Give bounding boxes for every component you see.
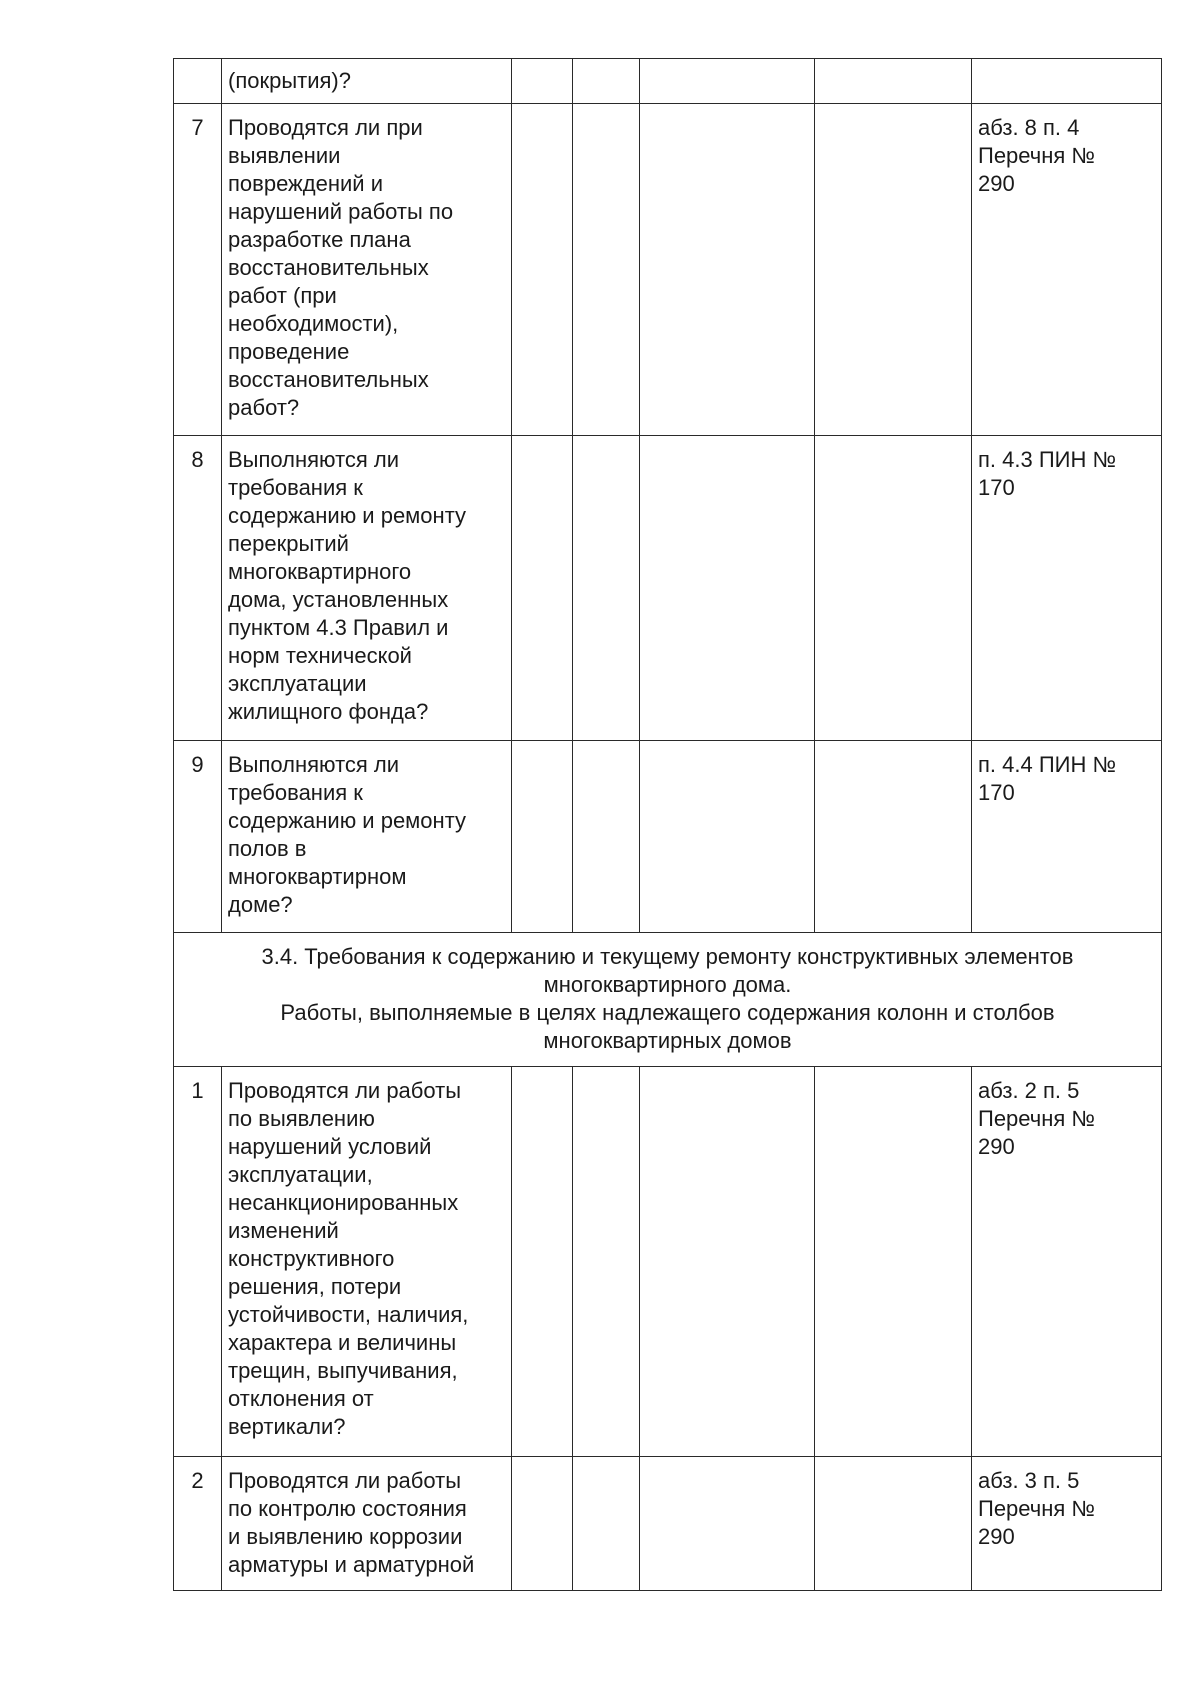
question-cell: Проводятся ли при выявлении повреждений и нарушений работы по разработке плана восстановительных работ (при необходимости), проведение восстановительных работ?	[222, 104, 512, 436]
table-row	[174, 104, 1162, 436]
empty-cell	[640, 1067, 815, 1457]
legal-reference-cell: п. 4.4 ПИН № 170	[972, 741, 1162, 933]
row-number-cell: 2	[174, 1457, 222, 1591]
question-cell: Выполняются ли требования к содержанию и ремонту полов в многоквартирном доме?	[222, 741, 512, 933]
row-number-cell: 8	[174, 436, 222, 741]
empty-cell	[815, 436, 972, 741]
row-number-cell: 1	[174, 1067, 222, 1457]
section-subtitle-line: Работы, выполняемые в целях надлежащего содержания колонн и столбов	[280, 1000, 1055, 1025]
question-cell: Проводятся ли работы по контролю состояния и выявлению коррозии арматуры и арматурной	[222, 1457, 512, 1591]
empty-cell	[640, 1457, 815, 1591]
empty-cell	[640, 436, 815, 741]
empty-cell	[573, 436, 640, 741]
table-row	[174, 436, 1162, 741]
empty-cell	[815, 1067, 972, 1457]
question-cell: (покрытия)?	[222, 59, 512, 104]
section-title-line: 3.4. Требования к содержанию и текущему ремонту конструктивных элементов	[261, 944, 1074, 969]
legal-reference-cell: абз. 8 п. 4 Перечня № 290	[972, 104, 1162, 436]
section-subtitle-line: многоквартирных домов	[543, 1028, 792, 1053]
section-heading	[174, 933, 1162, 1067]
row-number-cell: 9	[174, 741, 222, 933]
empty-cell	[512, 436, 573, 741]
section-header-row	[174, 933, 1162, 1067]
table-row	[174, 1067, 1162, 1457]
legal-reference-cell: абз. 2 п. 5 Перечня № 290	[972, 1067, 1162, 1457]
question-cell: Проводятся ли работы по выявлению нарушений условий эксплуатации, несанкционированных изменений конструктивного решения, потери устойчивости, наличия, характера и величины трещин, выпучивания, отклонения от вертикали?	[222, 1067, 512, 1457]
table-row	[174, 1457, 1162, 1591]
empty-cell	[815, 741, 972, 933]
empty-cell	[815, 104, 972, 436]
empty-cell	[573, 1457, 640, 1591]
empty-cell	[512, 1457, 573, 1591]
empty-cell	[512, 104, 573, 436]
empty-cell	[815, 59, 972, 104]
table-row	[174, 741, 1162, 933]
row-number-cell: 7	[174, 104, 222, 436]
table-row	[174, 59, 1162, 104]
empty-cell	[573, 104, 640, 436]
empty-cell	[573, 1067, 640, 1457]
empty-cell	[815, 1457, 972, 1591]
empty-cell	[640, 104, 815, 436]
empty-cell	[573, 741, 640, 933]
empty-cell	[640, 741, 815, 933]
checklist-table	[173, 58, 1162, 1591]
empty-cell	[972, 59, 1162, 104]
empty-cell	[640, 59, 815, 104]
empty-cell	[573, 59, 640, 104]
empty-cell	[512, 1067, 573, 1457]
empty-cell	[512, 741, 573, 933]
section-title-line: многоквартирного дома.	[543, 972, 792, 997]
question-cell: Выполняются ли требования к содержанию и ремонту перекрытий многоквартирного дома, установленных пунктом 4.3 Правил и норм технической эксплуатации жилищного фонда?	[222, 436, 512, 741]
legal-reference-cell: п. 4.3 ПИН № 170	[972, 436, 1162, 741]
row-number-cell	[174, 59, 222, 104]
empty-cell	[512, 59, 573, 104]
legal-reference-cell: абз. 3 п. 5 Перечня № 290	[972, 1457, 1162, 1591]
